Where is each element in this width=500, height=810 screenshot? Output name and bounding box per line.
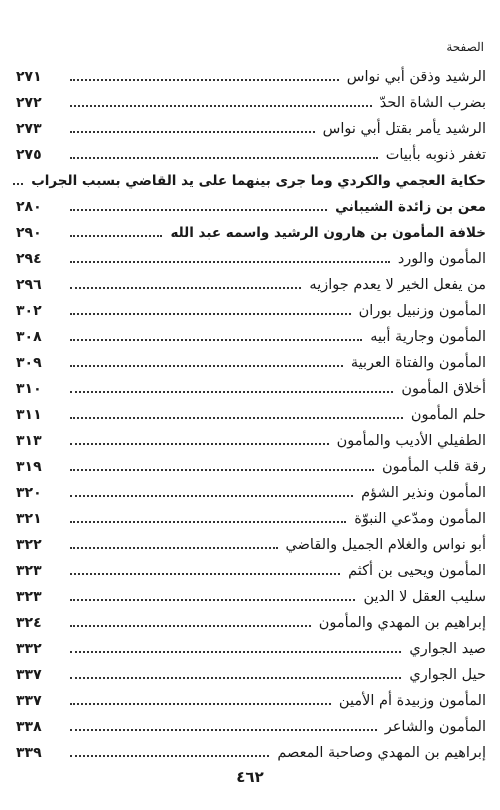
toc-entry-title: أخلاق المأمون bbox=[401, 381, 486, 397]
toc-entry bbox=[16, 688, 486, 714]
toc-entry bbox=[16, 324, 486, 350]
toc-entry-title: صيد الجواري bbox=[409, 641, 486, 657]
toc-entry-title: الرشيد وذقن أبي نواس bbox=[346, 69, 486, 85]
dot-leader bbox=[70, 131, 315, 133]
page-number: ٤٦٢ bbox=[236, 768, 264, 786]
dot-leader bbox=[13, 183, 23, 185]
toc-entry-page-number: ٣١٩ bbox=[16, 459, 42, 475]
toc-entry-page-number: ٢٩٤ bbox=[16, 251, 42, 267]
dot-leader bbox=[70, 599, 355, 601]
dot-leader bbox=[70, 443, 329, 445]
toc-entry bbox=[16, 272, 486, 298]
toc-entry-page-number: ٢٩٦ bbox=[16, 277, 42, 293]
toc-entry-page-number: ٣٣٨ bbox=[16, 719, 42, 735]
dot-leader bbox=[70, 417, 403, 419]
page-column-header: الصفحة bbox=[446, 40, 484, 54]
toc-entry-title: رقة قلب المأمون bbox=[381, 459, 486, 475]
toc-entry-page-number: ٣٠٩ bbox=[16, 355, 42, 371]
toc-entry bbox=[16, 506, 486, 532]
toc-entry bbox=[16, 740, 486, 766]
toc-entry-title: الطفيلي الأديب والمأمون bbox=[336, 433, 486, 449]
toc-entry-page-number: ٣٣٧ bbox=[16, 693, 42, 709]
toc-entry-title: المأمون ويحيى بن أكثم bbox=[348, 563, 486, 579]
toc-entry bbox=[16, 714, 486, 740]
toc-entry bbox=[16, 116, 486, 142]
toc-entry-page-number: ٣١٠ bbox=[16, 381, 42, 397]
toc-entry-title: حيل الجواري bbox=[409, 667, 486, 683]
toc-entry bbox=[16, 454, 486, 480]
toc-entry-title: المأمون والفتاة العربية bbox=[350, 355, 486, 371]
toc-entry bbox=[16, 558, 486, 584]
toc-entry-page-number: ٢٨٠ bbox=[16, 199, 42, 215]
toc-entry-title: بضرب الشاة الحدّ bbox=[379, 95, 486, 111]
dot-leader bbox=[70, 209, 327, 211]
toc-entry bbox=[16, 350, 486, 376]
dot-leader bbox=[70, 105, 372, 107]
dot-leader bbox=[70, 625, 311, 627]
toc-entry-title: المأمون والورد bbox=[397, 251, 486, 267]
toc-entry-title: أبو نواس والغلام الجميل والقاضي bbox=[285, 537, 486, 553]
toc-entry bbox=[16, 428, 486, 454]
toc-entry-page-number: ٢٩٠ bbox=[16, 225, 42, 241]
toc-entry bbox=[16, 532, 486, 558]
dot-leader bbox=[70, 651, 401, 653]
toc-entry-page-number: ٣٢١ bbox=[16, 511, 42, 527]
dot-leader bbox=[70, 235, 162, 237]
toc-entry-title: المأمون ونذير الشؤم bbox=[361, 485, 486, 501]
toc-entry-page-number: ٣٢٣ bbox=[16, 589, 42, 605]
toc-entry-title: تغفر ذنوبه بأبيات bbox=[385, 147, 486, 163]
toc-entry-page-number: ٢٧١ bbox=[16, 69, 42, 85]
toc-entry-title: من يفعل الخير لا يعدم جوازيه bbox=[309, 277, 486, 293]
toc-entry bbox=[16, 168, 486, 194]
toc-entry-title: المأمون وزنبيل بوران bbox=[358, 303, 486, 319]
toc-entry bbox=[16, 246, 486, 272]
dot-leader bbox=[70, 469, 374, 471]
toc-entry bbox=[16, 636, 486, 662]
dot-leader bbox=[70, 79, 339, 81]
toc-entry-title: سليب العقل لا الدين bbox=[363, 589, 486, 605]
dot-leader bbox=[70, 729, 377, 731]
toc-entry-page-number: ٣٣٧ bbox=[16, 667, 42, 683]
toc-entry-title: الرشيد يأمر بقتل أبي نواس bbox=[322, 121, 486, 137]
dot-leader bbox=[70, 573, 340, 575]
toc-entry bbox=[16, 480, 486, 506]
toc-entry-page-number: ٢٧٢ bbox=[16, 95, 42, 111]
toc-entry bbox=[16, 142, 486, 168]
toc-entry-title: إبراهيم بن المهدي والمأمون bbox=[318, 615, 486, 631]
toc-entry-page-number bbox=[0, 168, 5, 194]
dot-leader bbox=[70, 755, 269, 757]
toc-entry bbox=[16, 610, 486, 636]
toc-entry-title: خلافة المأمون بن هارون الرشيد واسمه عبد الله bbox=[170, 225, 486, 241]
dot-leader bbox=[70, 157, 378, 159]
dot-leader bbox=[70, 495, 353, 497]
toc-entry bbox=[16, 402, 486, 428]
toc-entry bbox=[16, 194, 486, 220]
toc-entry-page-number: ٣١١ bbox=[16, 407, 42, 423]
toc-entry-title: حكاية العجمي والكردي وما جرى بينهما على يد القاضي بسبب الجراب bbox=[31, 173, 486, 189]
toc-entry-page-number: ٢٧٣ bbox=[16, 121, 42, 137]
toc-entry-page-number: ٣٣٢ bbox=[16, 641, 42, 657]
toc-entry bbox=[16, 220, 486, 246]
toc-entry-title: المأمون وجارية أبيه bbox=[370, 329, 486, 345]
dot-leader bbox=[70, 391, 393, 393]
toc-entry-page-number: ٣٢٤ bbox=[16, 615, 42, 631]
toc-entry bbox=[16, 90, 486, 116]
toc-entry-title: حلم المأمون bbox=[410, 407, 486, 423]
dot-leader bbox=[70, 703, 331, 705]
toc-entry-title: المأمون والشاعر bbox=[384, 719, 486, 735]
toc-entry-page-number: ٣٢٢ bbox=[16, 537, 42, 553]
dot-leader bbox=[70, 677, 401, 679]
toc-entry bbox=[16, 376, 486, 402]
toc-entry-page-number: ٢٧٥ bbox=[16, 147, 42, 163]
dot-leader bbox=[70, 261, 390, 263]
toc-entry bbox=[16, 662, 486, 688]
dot-leader bbox=[70, 365, 343, 367]
dot-leader bbox=[70, 339, 362, 341]
toc-entry-title: المأمون وزبيدة أم الأمين bbox=[338, 693, 486, 709]
dot-leader bbox=[70, 287, 301, 289]
toc-entry bbox=[16, 584, 486, 610]
toc-entry-page-number: ٣٠٨ bbox=[16, 329, 42, 345]
toc-entry-title: المأمون ومدّعي النبوّة bbox=[354, 511, 486, 527]
toc-entry bbox=[16, 64, 486, 90]
table-of-contents bbox=[16, 64, 486, 766]
dot-leader bbox=[70, 521, 346, 523]
dot-leader bbox=[70, 313, 351, 315]
toc-entry-page-number: ٣٢٠ bbox=[16, 485, 42, 501]
toc-entry-page-number: ٣١٣ bbox=[16, 433, 42, 449]
toc-entry-title: إبراهيم بن المهدي وصاحبة المعصم bbox=[277, 745, 486, 761]
toc-entry-title: معن بن زائدة الشيباني bbox=[335, 199, 486, 215]
dot-leader bbox=[70, 547, 278, 549]
toc-entry-page-number: ٣٢٣ bbox=[16, 563, 42, 579]
toc-entry-page-number: ٣٣٩ bbox=[16, 745, 42, 761]
toc-entry-page-number: ٣٠٢ bbox=[16, 303, 42, 319]
toc-entry bbox=[16, 298, 486, 324]
